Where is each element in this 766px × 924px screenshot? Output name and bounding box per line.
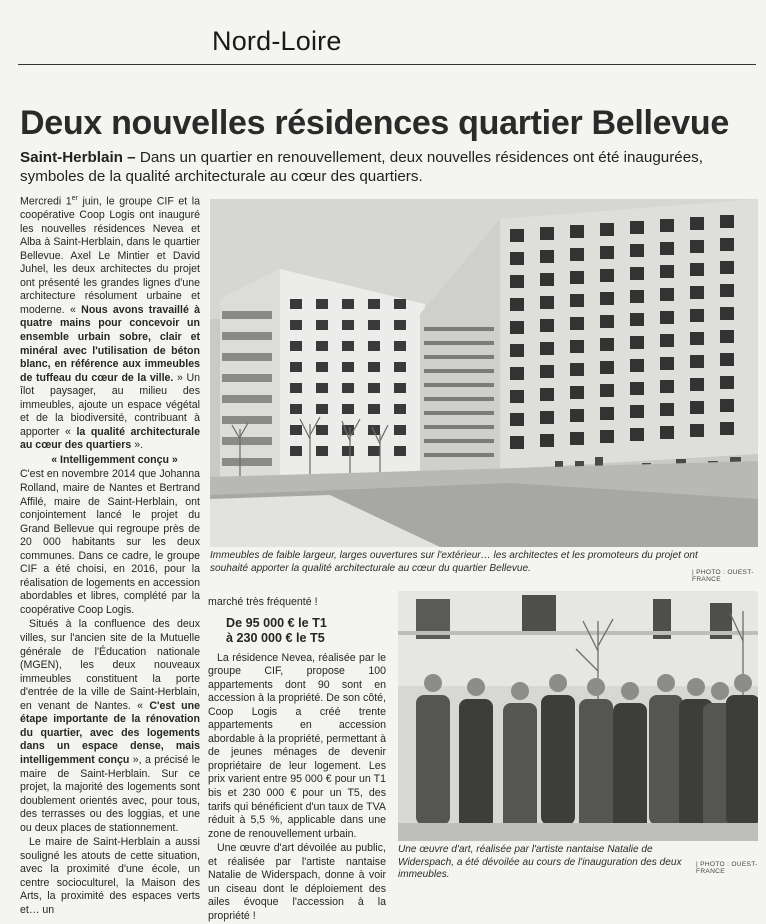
paragraph-3: [20, 618, 200, 835]
p1-quote-1: Nous avons travaillé à quatre mains pour concevoir un ensemble urbain sobre, clair et minéral avec l'utilisation de béton blanc, en référence aux immeubles de tuffeau du cœur de la ville.: [20, 303, 200, 384]
paragraph-7: Une œuvre d'art dévoilée au public, et réalisée par l'artiste nantaise Natalie de Widerspach, donne à voir un ciseau dont le déploiement des ailes évoque l'accession à la propriété !: [208, 842, 386, 922]
p1-part-b: juin, le groupe CIF et la coopérative Coop Logis ont inauguré les nouvelles résidences Nevea et Alba à Saint-Herblain, dans le quartier Bellevue. Axel Le Mintier et David Juhel, les deux architectes du projet ont présenté les grandes lignes d'une architecture résolument urbaine et moderne. «: [20, 195, 200, 316]
article-lead: [20, 148, 760, 186]
paragraph-4: Le maire de Saint-Herblain a aussi souligné les atouts de cette situation, avec la proximité d'une école, un centre socioculturel, la Maison des Arts, la proximité des espaces verts et… un: [20, 836, 200, 916]
p1-superscript: er: [71, 195, 78, 202]
photo-credit-2: | PHOTO : OUEST-FRANCE: [696, 861, 758, 875]
p1-part-c: » Un îlot paysager, au milieu des immeubles, ajoute un espace végétal et de la biodiversité, contribuant à apporter «: [20, 371, 201, 438]
p1-part-d: ».: [131, 439, 144, 452]
intertitle: « Intelligemment conçu »: [51, 453, 178, 466]
price-line-1: De 95 000 € le T1: [226, 615, 327, 630]
paragraph-5: marché très fréquenté !: [208, 596, 318, 608]
header-rule: [18, 64, 756, 65]
p3-part-a: Situés à la confluence des deux villes, sur l'ancien site de la Mutuelle générale de l'Éducation nationale (MGEN), les deux nouveaux immeubles constituent la porte d'entrée de la ville de Saint-Herblain, en venant de Nantes. «: [20, 618, 200, 712]
caption-inauguration: Une œuvre d'art, réalisée par l'artiste nantaise Natalie de Widerspach, a été dévoilée au cours de l'inauguration des deux immeubles.: [398, 844, 682, 881]
p1-quote-2: la qualité architecturale au cœur des quartiers: [20, 425, 200, 452]
paragraph-2: C'est en novembre 2014 que Johanna Rolland, maire de Nantes et Bertrand Affilé, maire de Saint-Herblain, ont conjointement lancé le projet du Grand Bellevue qui regroupe près de 20 000 habitants sur les deux communes. Dans ce cadre, le groupe CIF a été choisi, en 2016, pour la réalisation de logements en accession abordables et libres, complété par la coopérative Coop Logis.: [20, 468, 200, 616]
p3-quote: C'est une étape importante de la rénovation du quartier, avec des logements dans un espace dense, mais intelligemment conçu: [20, 699, 200, 766]
price-intertitle: [226, 616, 386, 646]
lead-text: Dans un quartier en renouvellement, deux nouvelles résidences ont été inaugurées, symboles de la qualité architecturale au cœur des quartiers.: [20, 149, 703, 185]
p3-part-b: », a précisé le maire de Saint-Herblain. Sur ce projet, la majorité des logements sont doublement orientés avec, pour tous, des terrasses ou des loggias, et une ou deux places de stationnement.: [20, 753, 200, 834]
column-1: [20, 192, 200, 919]
photo-buildings: [210, 199, 758, 547]
price-line-2: à 230 000 € le T5: [226, 630, 325, 645]
paragraph-1: [20, 192, 200, 453]
lead-place: Saint-Herblain –: [20, 149, 136, 166]
photo-inauguration-group: [398, 591, 758, 841]
buildings-illustration: [210, 199, 758, 547]
article-title: Deux nouvelles résidences quartier Bellevue: [20, 104, 729, 142]
caption-buildings: Immeubles de faible largeur, larges ouvertures sur l'extérieur… les architectes et les promoteurs du projet ont souhaité apporter la qualité architecturale au cœur du quartier Bellevue.: [210, 550, 698, 574]
p1-part-a: Mercredi 1: [20, 195, 72, 208]
column-2: [208, 596, 386, 924]
photo-credit-1: | PHOTO : OUEST-FRANCE: [692, 569, 754, 583]
left-building: [220, 269, 425, 477]
paragraph-6: La résidence Nevea, réalisée par le groupe CIF, propose 100 appartements dont 90 sont en accession à la propriété. De son côté, Coop Logis a créé trente appartements en accession abordable à la propriété, permettant à de jeunes ménages de devenir propriétaire de leur logement. Les prix varient entre 95 000 € pour un T1 bis et 230 000 € pour un T5, des tarifs qui bénéficient d'un taux de TVA réduit à 5,5 %, applicable dans une zone de renouvellement urbain.: [208, 651, 386, 840]
section-header: Nord-Loire: [212, 26, 342, 56]
group-illustration: [398, 591, 758, 841]
